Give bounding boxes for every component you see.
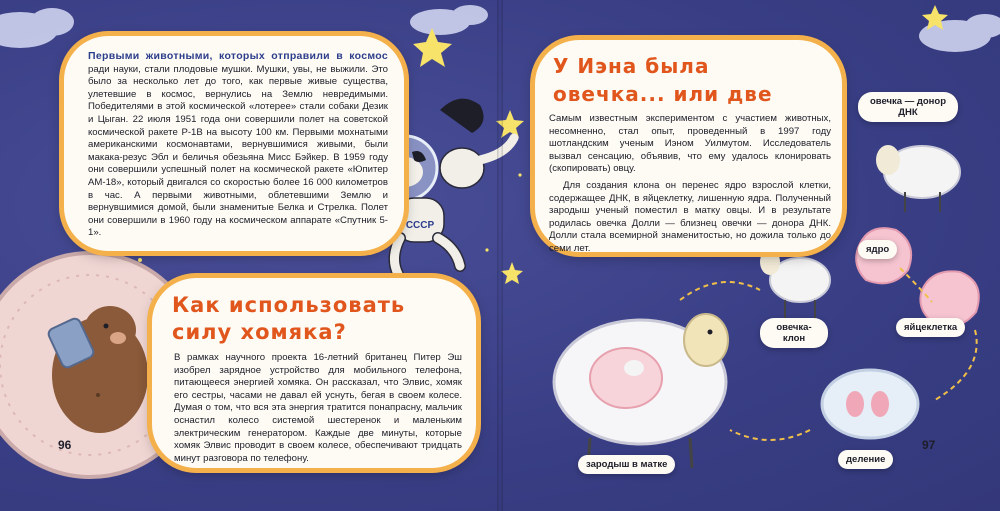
space-animals-body: ради науки, стали плодовые мушки. Мушки, увы, не выжили. Это было за несколько лет до того, как первые живые существа, улетевшие в космос, вернулись на Землю невредимыми. Победителями в этой космической «лотерее» стали собаки Дезик и Цыган. 22 июля 1951 года они совершили полет на советской космической ракете Р-1В на высоту 100 км. Первыми мохнатыми американскими космонавтами, вернувшимися живыми, были макака-резус Эбл и беличья обезьяна Мисс Бэйкер. В 1959 году они совершили успешный полет на космической ракете «Юпитер АМ-18», который двигался со скоростью более 16 000 километров в час. А первыми животными, облетевшими Землю и вернувшимися домой, были знаменитые Белка и Стрелка. Полет они совершили в 1960 году на космическом аппарате «Спутник 5-1». bbox=[88, 63, 388, 239]
dolly-paragraph-1: Самым известным экспериментом с участием животных, несомненно, стал опыт, проведенный в 1997 году шотландским ученым Иэном Уилмутом. Исследователь вызвал сенсацию, объявив, что ему удалось клонировать (скопировать) овцу. bbox=[549, 113, 831, 175]
dolly-paragraph-2: Для создания клона он перенес ядро взрослой клетки, содержащее ДНК, в яйцеклетку, лишенную ядра. Полученный зародыш ученый поместил в матку овцы. И в результате родилась овечка Долли — близнец овечки — донора ДНК. Долли стала всемирной знаменитостью, но дожила только до семи лет. bbox=[549, 179, 831, 254]
label-embryo: зародыш в матке bbox=[578, 455, 675, 474]
hamster-body: В рамках научного проекта 16-летний британец Питер Эш изобрел зарядное устройство для мобильного телефона, питающееся энергией хомяка. Он рассказал, что Элвис, хомяк его сестры, часами не давал ей уснуть, бегая в своем колесе. Думая о том, что вся эта энергия тратится понапрасну, мальчик оснастил колесо системой шестеренок и маленьким электрическим генератором. Каждые две минуты, которые хомяк Элвис проводит в своем колесе, обеспечивают тридцать минут разговора по телефону. bbox=[174, 352, 462, 464]
label-egg-cell: яйцеклетка bbox=[896, 318, 965, 337]
label-nucleus: ядро bbox=[858, 240, 897, 259]
page-number-right: 97 bbox=[922, 438, 936, 452]
petri-dish-illustration bbox=[822, 370, 918, 438]
clone-sheep-illustration bbox=[760, 249, 830, 318]
space-animals-lead: Первыми животными, которых отправили в космос bbox=[88, 50, 388, 62]
label-clone-sheep: овечка-клон bbox=[760, 318, 828, 348]
big-sheep-illustration bbox=[554, 314, 728, 468]
dolly-textbox bbox=[535, 40, 842, 252]
label-division: деление bbox=[838, 450, 893, 469]
label-donor-sheep: овечка — донор ДНК bbox=[858, 92, 958, 122]
book-gutter bbox=[497, 0, 503, 511]
dolly-text bbox=[549, 113, 831, 256]
page-number-left: 96 bbox=[58, 438, 72, 452]
space-animals-text bbox=[88, 50, 388, 240]
space-animals-textbox bbox=[64, 36, 404, 251]
hamster-textbox bbox=[152, 278, 476, 468]
donor-sheep-illustration bbox=[876, 145, 960, 212]
hamster-title: Как использовать силу хомяка? bbox=[172, 293, 406, 344]
hamster-text bbox=[174, 352, 462, 465]
suit-label: СССР bbox=[405, 220, 435, 231]
dolly-title: У Иэна была овечка... или две bbox=[553, 54, 773, 106]
